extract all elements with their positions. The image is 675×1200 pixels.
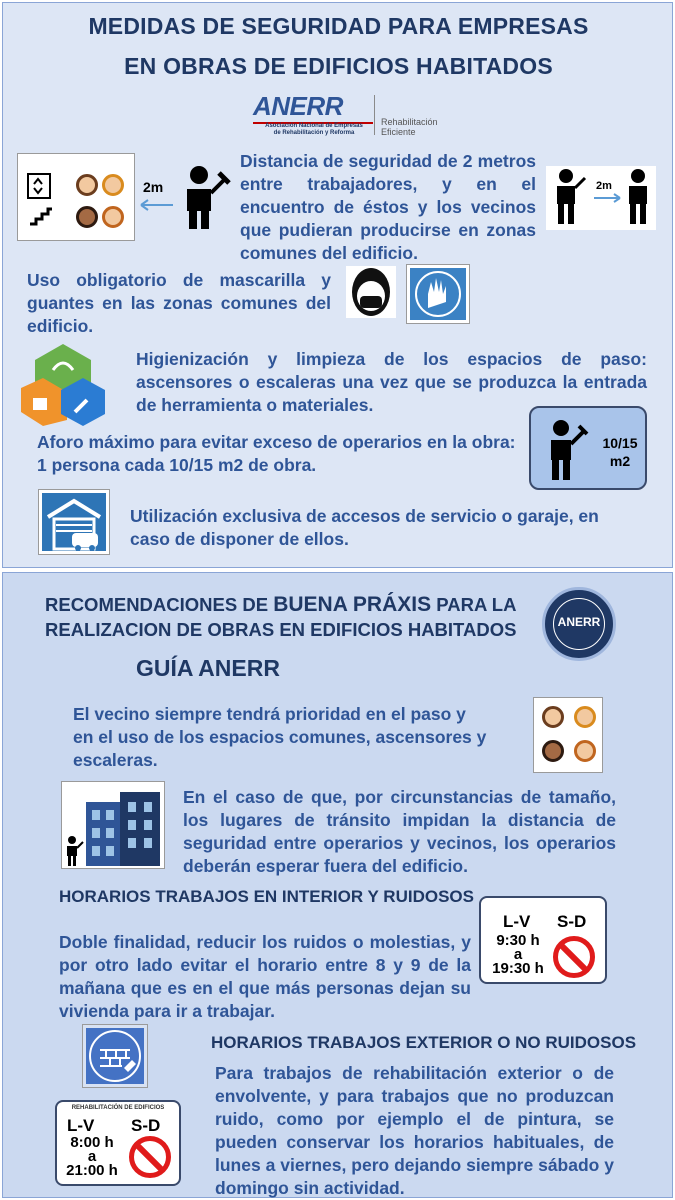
capacity-badge-text: 10/15 m2: [602, 435, 638, 469]
elevator-neighbors-image: [17, 153, 135, 241]
garage-image: [39, 490, 109, 554]
worker-icon: [175, 163, 235, 231]
garage-icon: [42, 493, 106, 551]
workers-distance-image: [546, 166, 656, 230]
brick-wall-icon: [86, 1028, 144, 1084]
distance-label-left: 2m: [143, 179, 164, 195]
bottom-title-line2: REALIZACION DE OBRAS EN EDIFICIOS HABITADOS: [45, 619, 517, 640]
mask-gloves-text: Uso obligatorio de mascarilla y guantes en las zonas comunes del edificio.: [27, 270, 331, 336]
building-image: [61, 781, 165, 869]
safety-measures-panel: [2, 2, 673, 568]
guide-title: GUÍA ANERR: [136, 655, 280, 681]
mask-image: [346, 266, 396, 318]
worker-icon: [541, 416, 591, 484]
neighbor-face-icon: [574, 740, 596, 762]
logo-divider: [374, 95, 375, 135]
prohibited-icon: [129, 1136, 171, 1178]
weekday-label: L-V: [67, 1116, 95, 1135]
hygiene-text: Higienización y limpieza de los espacios de paso: ascensores o escaleras una vez que se produzca la entrada de herramienta o materiales.: [136, 349, 647, 415]
facade-image: [83, 1025, 147, 1087]
weekday-hours: 8:00 h a 21:00 h: [66, 1134, 118, 1179]
neighbor-face-icon: [76, 206, 98, 228]
two-workers-icon: [546, 166, 656, 230]
neighbor-face-icon: [574, 706, 596, 728]
building-text: En el caso de que, por circunstancias de tamaño, los lugares de tránsito impidan la distancia de seguridad entre operarios y vecinos, los operarios deberán esperar fuera del edificio.: [183, 787, 616, 876]
elevator-icon: [18, 154, 136, 242]
top-title-line2: EN OBRAS DE EDIFICIOS HABITADOS: [124, 53, 553, 79]
capacity-badge: [529, 406, 647, 490]
distance-label-right: 2m: [596, 180, 612, 192]
neighbor-face-icon: [542, 740, 564, 762]
neighbor-face-icon: [102, 174, 124, 196]
anerr-seal: [542, 587, 616, 661]
top-title-line1: MEDIDAS DE SEGURIDAD PARA EMPRESAS: [88, 13, 589, 39]
exterior-text: Para trabajos de rehabilitación exterior o de envolvente, y para trabajos que no produzcan ruido, como por ejemplo el de pintura, se pueden conservar los horarios habituales, de lunes a viernes, pero dejando siempre sábado y domingo sin actividad.: [215, 1063, 614, 1198]
interior-schedule-badge: [479, 896, 607, 984]
gloves-image: [407, 265, 469, 323]
garage-text: Utilización exclusiva de accesos de servicio o garaje, en caso de disponer de ellos.: [130, 506, 599, 549]
neighbor-face-icon: [102, 206, 124, 228]
logo-subtitle: Asociación Nacional de Empresas de Rehabilitación y Reforma: [265, 123, 363, 136]
weekend-label: S-D: [557, 912, 587, 931]
logo-tagline: Rehabilitación Eficiente: [381, 117, 438, 137]
cleaning-image: [19, 342, 107, 426]
weekday-label: L-V: [503, 912, 531, 931]
interior-text: Doble finalidad, reducir los ruidos o molestias, y por otro lado evitar el horario entre 8 y 9 de la mañana que es en el que más personas dejan su vivienda para ir a trabajar.: [59, 932, 471, 1021]
capacity-text: Aforo máximo para evitar exceso de operarios en la obra: 1 persona cada 10/15 m2 de obra.: [37, 432, 516, 475]
priority-text: El vecino siempre tendrá prioridad en el paso y en el uso de los espacios comunes, ascensores y escaleras.: [73, 704, 487, 770]
distance-text: Distancia de seguridad de 2 metros entre trabajadores, y en el encuentro de éstos y los vecinos que pudieran producirse en zonas comunes del edificio.: [240, 151, 536, 263]
exterior-heading: HORARIOS TRABAJOS EXTERIOR O NO RUIDOSOS: [211, 1033, 637, 1052]
weekday-hours: 9:30 h a 19:30 h: [492, 932, 544, 977]
neighbors-image: [533, 697, 603, 773]
building-icon: [62, 782, 166, 870]
neighbor-face-icon: [76, 174, 98, 196]
logo-name: ANERR: [253, 91, 343, 121]
badge-caption: REHABILITACIÓN DE EDIFICIOS: [71, 1105, 165, 1111]
bottom-title-line1: RECOMENDACIONES DE BUENA PRÁXIS PARA LA: [45, 593, 517, 616]
gloves-icon: [410, 268, 466, 320]
exterior-schedule-badge: [55, 1100, 181, 1186]
prohibited-icon: [553, 936, 595, 978]
seal-name: ANERR: [557, 615, 601, 629]
mask-icon: [346, 266, 396, 318]
neighbor-face-icon: [542, 706, 564, 728]
weekend-label: S-D: [131, 1116, 161, 1135]
cleaning-icon: [19, 342, 107, 426]
arrow-left-icon: [139, 199, 175, 211]
anerr-logo: [253, 91, 453, 137]
good-practice-panel: [2, 572, 673, 1198]
interior-heading: HORARIOS TRABAJOS EN INTERIOR Y RUIDOSOS: [59, 887, 474, 906]
